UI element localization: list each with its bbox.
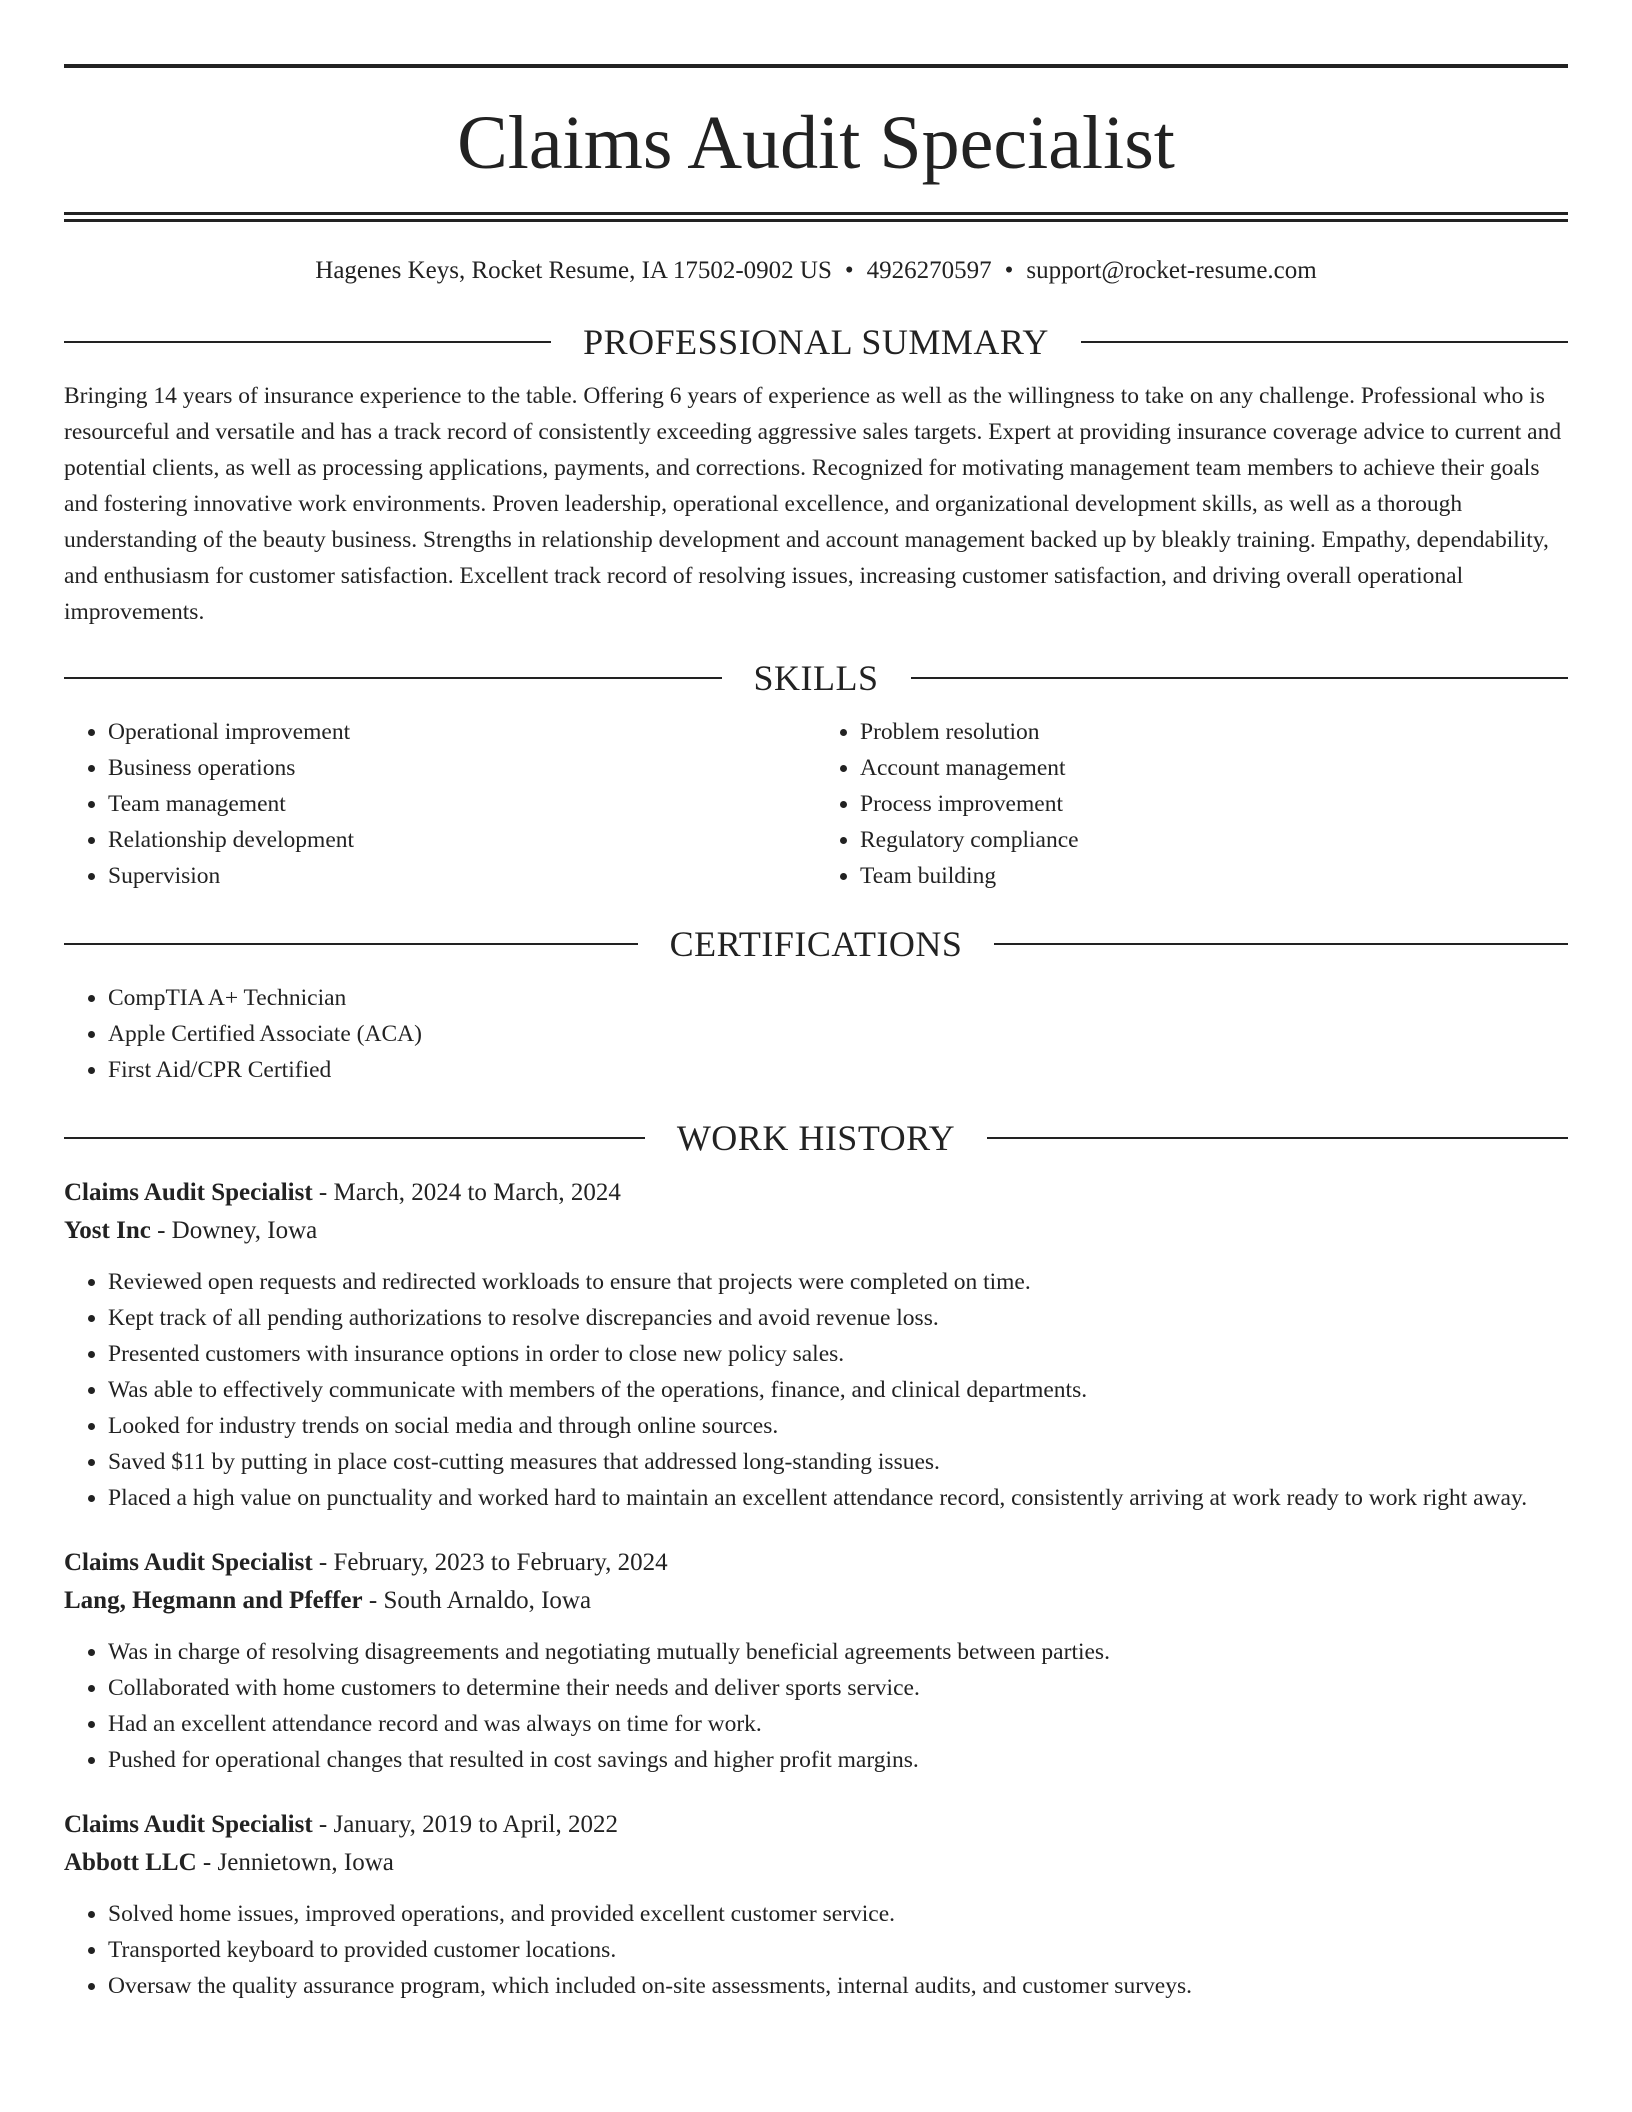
header-top-rule [64, 64, 1568, 68]
job-bullet: • Was in charge of resolving disagreements and negotiating mutually beneficial agreements between parties. [108, 1634, 1568, 1670]
heading-rule-right [987, 1137, 1568, 1139]
contact-separator: • [1004, 257, 1014, 284]
dash: - [312, 1179, 334, 1206]
job-company-line [64, 1582, 1568, 1620]
skill-item: • Supervision [108, 858, 816, 894]
resume-name: Claims Audit Specialist [457, 101, 1175, 185]
job-location: Downey, Iowa [171, 1217, 318, 1244]
job-company: Lang, Hegmann and Pfeffer [64, 1587, 363, 1614]
section-heading-work-history [64, 1118, 1568, 1158]
dash: - [312, 1811, 334, 1838]
job-bullet: • Had an excellent attendance record and was always on time for work. [108, 1706, 1568, 1742]
job-bullet: • Looked for industry trends on social media and through online sources. [108, 1408, 1568, 1444]
section-title: WORK HISTORY [676, 1118, 956, 1158]
job-bullet: • Kept track of all pending authorizations to resolve discrepancies and avoid revenue loss. [108, 1300, 1568, 1336]
skills-left-list [64, 714, 816, 894]
header-double-rule [64, 212, 1568, 222]
contact-separator: • [844, 257, 854, 284]
skill-item: • Process improvement [860, 786, 1568, 822]
skill-item: • Regulatory compliance [860, 822, 1568, 858]
job-bullet: • Saved $11 by putting in place cost-cutting measures that addressed long-standing issues. [108, 1444, 1568, 1480]
job-bullet: • Was able to effectively communicate with members of the operations, finance, and clinical departments. [108, 1372, 1568, 1408]
job-dates: March, 2024 to March, 2024 [333, 1179, 621, 1206]
job-dates: February, 2023 to February, 2024 [333, 1549, 668, 1576]
job-company: Yost Inc [64, 1217, 151, 1244]
skill-item: • Operational improvement [108, 714, 816, 750]
job-entry [64, 1544, 1568, 1778]
section-heading-skills [64, 658, 1568, 698]
heading-rule-left [64, 1137, 645, 1139]
contact-address: Hagenes Keys, Rocket Resume, IA 17502-0902 US [315, 257, 832, 284]
heading-rule-right [911, 677, 1569, 679]
skill-item: • Business operations [108, 750, 816, 786]
certification-item: • CompTIA A+ Technician [108, 980, 1568, 1016]
skill-item: • Problem resolution [860, 714, 1568, 750]
contact-phone: 4926270597 [866, 257, 992, 284]
job-bullet: • Collaborated with home customers to determine their needs and deliver sports service. [108, 1670, 1568, 1706]
section-title: SKILLS [753, 658, 879, 698]
contact-email: support@rocket-resume.com [1026, 257, 1317, 284]
section-title: PROFESSIONAL SUMMARY [583, 322, 1049, 362]
job-company: Abbott LLC [64, 1849, 197, 1876]
skill-item: • Relationship development [108, 822, 816, 858]
skills-right-list [816, 714, 1568, 894]
certification-item: • First Aid/CPR Certified [108, 1052, 1568, 1088]
heading-rule-left [64, 341, 551, 343]
job-location: Jennietown, Iowa [217, 1849, 394, 1876]
section-heading-certifications [64, 924, 1568, 964]
job-company-line [64, 1844, 1568, 1882]
job-role: Claims Audit Specialist [64, 1179, 313, 1206]
job-title-line [64, 1174, 1568, 1212]
resume-page [64, 64, 1568, 2004]
job-title-line [64, 1806, 1568, 1844]
job-bullet: • Presented customers with insurance options in order to close new policy sales. [108, 1336, 1568, 1372]
job-role: Claims Audit Specialist [64, 1811, 313, 1838]
dash: - [312, 1549, 334, 1576]
job-entry [64, 1806, 1568, 2004]
job-bullet: • Solved home issues, improved operations, and provided excellent customer service. [108, 1896, 1568, 1932]
section-heading-summary [64, 322, 1568, 362]
skill-item: • Account management [860, 750, 1568, 786]
job-title-line [64, 1544, 1568, 1582]
job-bullet: • Transported keyboard to provided customer locations. [108, 1932, 1568, 1968]
heading-rule-right [994, 943, 1568, 945]
certification-item: • Apple Certified Associate (ACA) [108, 1016, 1568, 1052]
heading-rule-right [1081, 341, 1568, 343]
job-bullets [64, 1634, 1568, 1778]
skills-columns [64, 714, 1568, 894]
skill-item: • Team management [108, 786, 816, 822]
heading-rule-left [64, 943, 638, 945]
job-bullets [64, 1264, 1568, 1516]
summary-text: Bringing 14 years of insurance experience to the table. Offering 6 years of experience as well as the willingness to take on any challenge. Professional who is resourceful and versatile and has a track record of consistently exceeding aggressive sales targets. Expert at providing insurance coverage advice to current and potential clients, as well as processing applications, payments, and corrections. Recognized for motivating management team members to achieve their goals and fostering innovative work environments. Proven leadership, operational excellence, and organizational development skills, as well as a thorough understanding of the beauty business. Strengths in relationship development and account management backed up by bleakly training. Empathy, dependability, and enthusiasm for customer satisfaction. Excellent track record of resolving issues, increasing customer satisfaction, and driving overall operational improvements. [64, 383, 1562, 625]
section-title: CERTIFICATIONS [669, 924, 963, 964]
job-bullet: • Pushed for operational changes that resulted in cost savings and higher profit margins. [108, 1742, 1568, 1778]
skill-item: • Team building [860, 858, 1568, 894]
job-dates: January, 2019 to April, 2022 [333, 1811, 618, 1838]
job-location: South Arnaldo, Iowa [383, 1587, 592, 1614]
job-bullet: • Placed a high value on punctuality and worked hard to maintain an excellent attendance record, consistently arriving at work ready to work right away. [108, 1480, 1568, 1516]
dash: - [150, 1217, 172, 1244]
job-bullet: • Oversaw the quality assurance program, which included on-site assessments, internal audits, and customer surveys. [108, 1968, 1568, 2004]
job-bullet: • Reviewed open requests and redirected workloads to ensure that projects were completed on time. [108, 1264, 1568, 1300]
job-company-line [64, 1212, 1568, 1250]
dash: - [196, 1849, 218, 1876]
heading-rule-left [64, 677, 722, 679]
dash: - [362, 1587, 384, 1614]
job-bullets [64, 1896, 1568, 2004]
certifications-list [64, 980, 1568, 1088]
contact-line [64, 256, 1568, 286]
job-entry [64, 1174, 1568, 1516]
job-role: Claims Audit Specialist [64, 1549, 313, 1576]
